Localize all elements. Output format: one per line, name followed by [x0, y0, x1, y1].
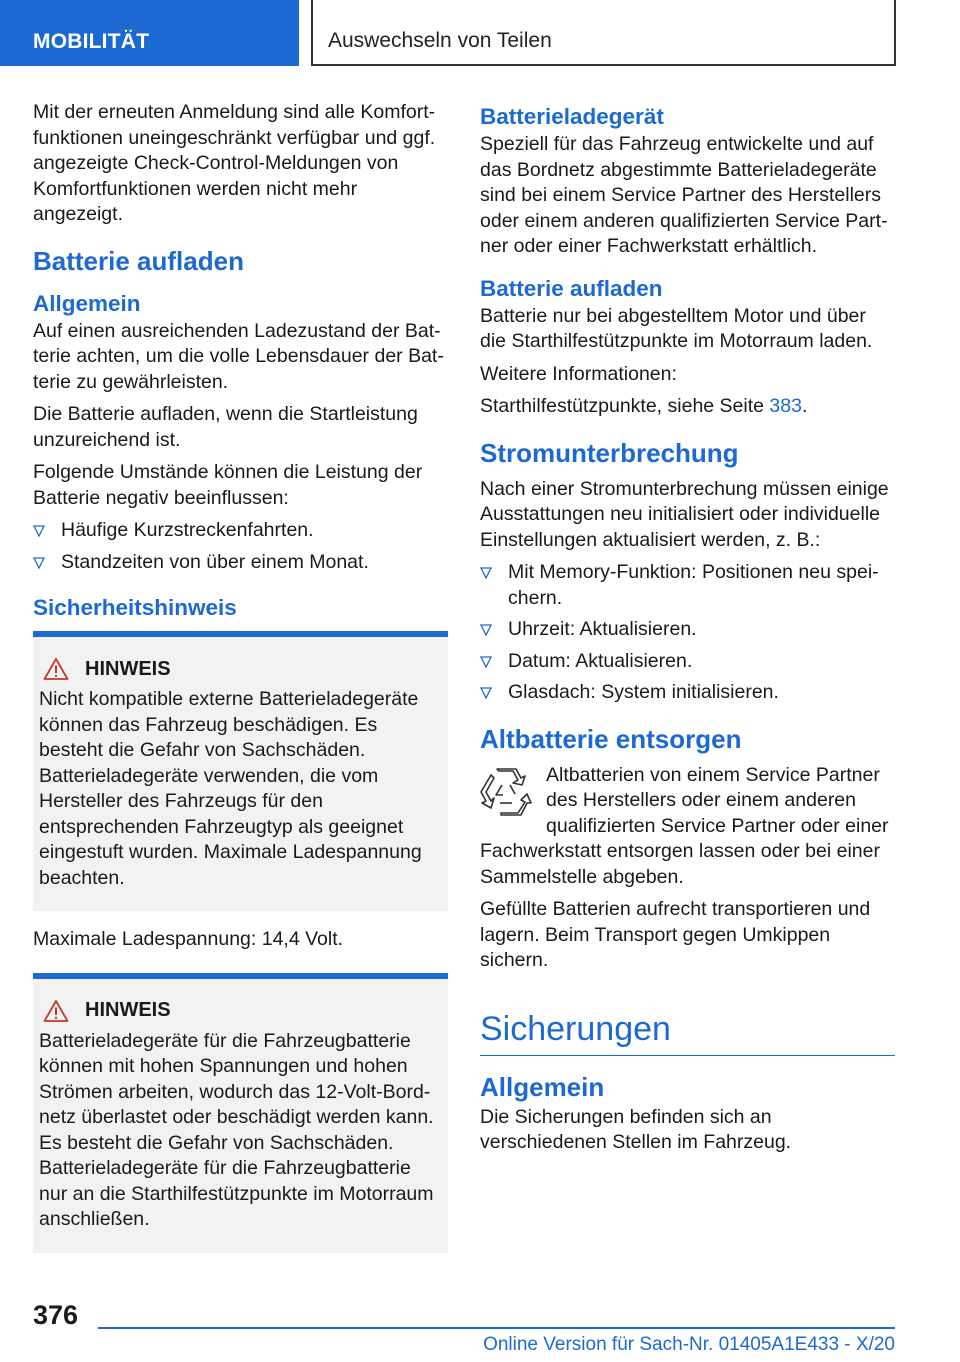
heading-battery-charge: Batterie aufladen — [33, 245, 244, 276]
notice-box — [33, 631, 448, 911]
heading-battery-charge: Batterie aufladen — [480, 275, 663, 301]
notice-title: HINWEIS — [85, 999, 171, 1021]
header-section: MOBILITÄT — [0, 0, 299, 66]
heading-fuses-general: Allgemein — [480, 1071, 605, 1102]
triangle-bullet-icon — [33, 525, 45, 537]
recycle-icon — [480, 765, 546, 827]
notice-box — [33, 973, 448, 1253]
reference-paragraph: Starthilfestützpunkte, siehe Seite 383. — [480, 395, 808, 417]
right-column — [480, 100, 895, 1163]
paragraph: Gefüllte Batterien aufrecht transportieren und lagern. Beim Transport gegen Umkippen sichern. — [480, 898, 871, 971]
triangle-bullet-icon — [480, 624, 492, 636]
paragraph: Auf einen ausreichenden Ladezustand der Batterie achten, um die volle Lebensdauer der Batterie zu gewährleisten. — [33, 319, 444, 393]
list-item: Standzeiten von über einem Monat. — [33, 550, 448, 576]
heading-power-interruption: Stromunterbrechung — [480, 437, 739, 468]
heading-general: Allgemein — [33, 290, 141, 316]
page-reference-link[interactable]: 383 — [769, 395, 802, 417]
notice-text: Nicht kompatible externe Batterieladegeräte können das Fahrzeug beschädigen. Es besteht die Gefahr von Sachschäden. Batterieladegeräte verwenden, die vom Hersteller des Fahrzeugs für den entsprechenden Fahrzeugtyp als geeignet eingestuft wurden. Maximale Ladespannung beachten. — [39, 688, 422, 889]
triangle-bullet-icon — [480, 656, 492, 668]
paragraph: Folgende Umstände können die Leistung der Batterie negativ beeinflussen: — [33, 461, 423, 509]
list-item: Häufige Kurzstreckenfahrten. — [33, 518, 448, 544]
heading-fuses: Sicherungen — [480, 1010, 895, 1056]
header-chapter: Auswechseln von Teilen — [311, 0, 896, 66]
triangle-bullet-icon — [480, 567, 492, 579]
notice-text: Batterieladegeräte für die Fahrzeugbatterie können mit hohen Spannungen und hohen Strömen arbeiten, wodurch das 12-Volt-Bordnetz überlastet oder beschädigt werden kann. Es besteht die Gefahr von Sachschäden. Batterieladegeräte für die Fahrzeugbatterie nur an die Starthilfestützpunkte im Motorraum anschließen. — [39, 1029, 434, 1230]
dispose-block — [480, 763, 895, 891]
bullet-list — [480, 560, 895, 706]
heading-dispose-battery: Altbatterie entsorgen — [480, 723, 742, 754]
intro-paragraph: Mit der erneuten Anmeldung sind alle Komfortfunktionen uneingeschränkt verfügbar und ggf. angezeigte Check-Control-Meldungen von Komfortfunktionen werden nicht mehr angezeigt. — [33, 101, 436, 225]
notice-title: HINWEIS — [85, 657, 171, 680]
triangle-bullet-icon — [33, 557, 45, 569]
footer-divider — [98, 1327, 895, 1329]
heading-safety: Sicherheitshinweis — [33, 595, 237, 620]
list-item: Uhrzeit: Aktualisieren. — [480, 617, 895, 643]
list-item: Glasdach: System initialisieren. — [480, 680, 895, 706]
heading-charger: Batterieladegerät — [480, 104, 664, 129]
warning-icon — [43, 999, 69, 1023]
page-number: 376 — [33, 1300, 79, 1330]
paragraph: Speziell für das Fahrzeug entwickelte und auf das Bordnetz abgestimmte Batterieladegeräte sind bei einem Service Partner des Herstellers oder einem anderen qualifizierten Service Partner oder einer Fachwerkstatt erhältlich. — [480, 133, 888, 257]
left-column — [33, 100, 448, 1269]
paragraph: Die Batterie aufladen, wenn die Startleistung unzureichend ist. — [33, 403, 418, 451]
max-voltage-text: Maximale Ladespannung: 14,4 Volt. — [33, 928, 344, 950]
paragraph: Weitere Informationen: — [480, 362, 677, 385]
triangle-bullet-icon — [480, 687, 492, 699]
list-item: Mit Memory-Funktion: Positionen neu speichern. — [480, 560, 895, 611]
warning-icon — [43, 657, 69, 681]
paragraph: Batterie nur bei abgestelltem Motor und über die Starthilfestützpunkte im Motorraum laden. — [480, 304, 873, 352]
list-item: Datum: Aktualisieren. — [480, 649, 895, 675]
paragraph: Altbatterien von einem Service Partner des Herstellers oder einem anderen qualifizierten Service Partner oder einer Fachwerkstatt entsorgen lassen oder bei einer Sammelstelle abgeben. — [480, 763, 889, 888]
paragraph: Die Sicherungen befinden sich an verschiedenen Stellen im Fahrzeug. — [480, 1105, 792, 1153]
footer-text: Online Version für Sach-Nr. 01405A1E433 - X/20 — [483, 1334, 895, 1355]
paragraph: Nach einer Stromunterbrechung müssen einige Ausstattungen neu initialisiert oder individuelle Einstellungen aktualisiert werden, z. B.: — [480, 477, 889, 551]
bullet-list — [33, 518, 448, 575]
